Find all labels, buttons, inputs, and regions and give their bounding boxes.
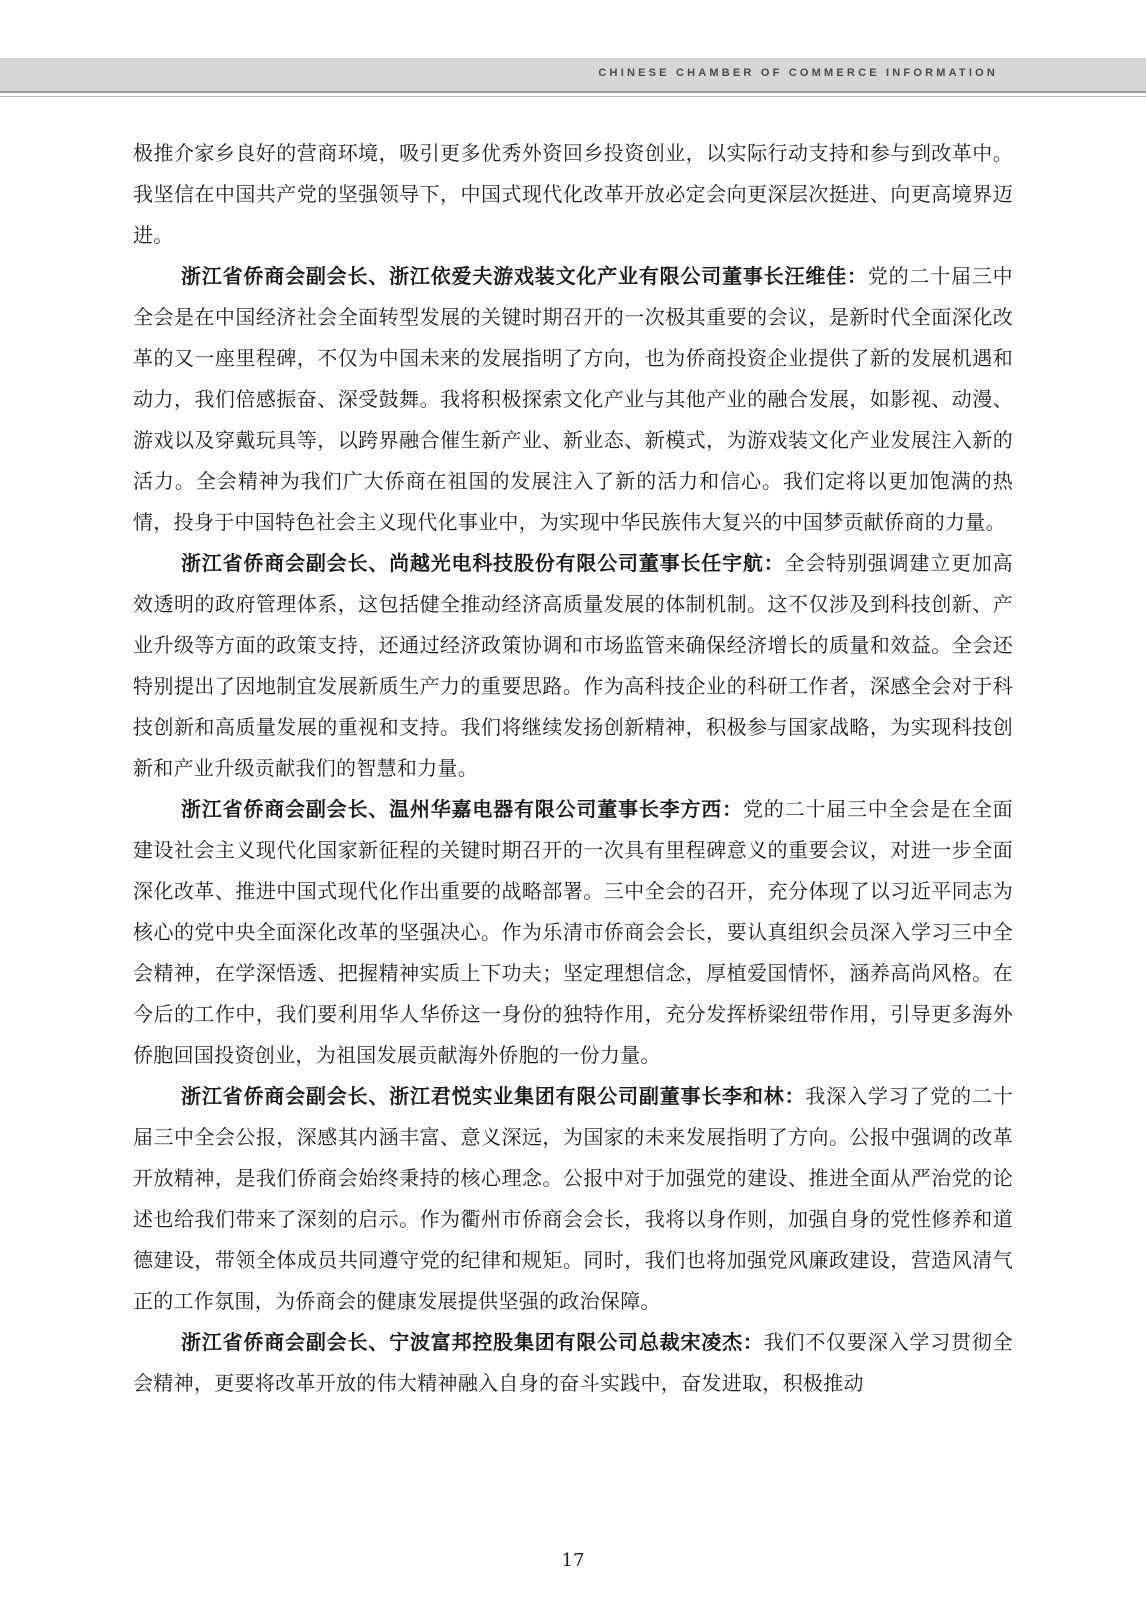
paragraph-text: 我们不仅要深入学习贯彻全会精神，更要将改革开放的伟大精神融入自身的奋斗实践中，奋发进取，积极推动: [133, 1330, 1013, 1395]
paragraph-statement: [133, 1076, 1013, 1322]
paragraph-statement: [133, 543, 1013, 789]
paragraph-text: 我深入学习了党的二十届三中全会公报，深感其内涵丰富、意义深远，为国家的未来发展指明了方向。公报中强调的改革开放精神，是我们侨商会始终秉持的核心理念。公报中对于加强党的建设、推进全面从严治党的论述也给我们带来了深刻的启示。作为衢州市侨商会会长，我将以身作则，加强自身的党性修养和道德建设，带领全体成员共同遵守党的纪律和规矩。同时，我们也将加强党风廉政建设，营造风清气正的工作氛围，为侨商会的健康发展提供坚强的政治保障。: [133, 1084, 1014, 1313]
paragraph-statement: [133, 1322, 1013, 1404]
publication-title: CHINESE CHAMBER OF COMMERCE INFORMATION: [598, 67, 998, 79]
paragraph-text: 全会特别强调建立更加高效透明的政府管理体系，这包括健全推动经济高质量发展的体制机制。这不仅涉及到科技创新、产业升级等方面的政策支持，还通过经济政策协调和市场监管来确保经济增长的质量和效益。全会还特别提出了因地制宜发展新质生产力的重要思路。作为高科技企业的科研工作者，深感全会对于科技创新和高质量发展的重视和支持。我们将继续发扬创新精神，积极参与国家战略，为实现科技创新和产业升级贡献我们的智慧和力量。: [133, 551, 1013, 780]
page-number: 17: [561, 1550, 585, 1571]
speaker-name: 浙江省侨商会副会长、浙江依爱夫游戏装文化产业有限公司董事长汪维佳：: [181, 264, 868, 288]
speaker-name: 浙江省侨商会副会长、温州华嘉电器有限公司董事长李方西：: [181, 797, 743, 821]
paragraph-continuation: [133, 133, 1013, 256]
header-divider-thin: [0, 96, 1146, 97]
paragraph-text: 极推介家乡良好的营商环境，吸引更多优秀外资回乡投资创业，以实际行动支持和参与到改革中。我坚信在中国共产党的坚强领导下，中国式现代化改革开放必定会向更深层次挺进、向更高境界迈进。: [133, 141, 1013, 247]
speaker-name: 浙江省侨商会副会长、浙江君悦实业集团有限公司副董事长李和林：: [181, 1084, 806, 1108]
header-divider: [0, 91, 1146, 93]
paragraph-statement: [133, 256, 1013, 543]
article-body: [133, 133, 1013, 1404]
paragraph-statement: [133, 789, 1013, 1076]
speaker-name: 浙江省侨商会副会长、宁波富邦控股集团有限公司总裁宋凌杰：: [181, 1330, 764, 1354]
speaker-name: 浙江省侨商会副会长、尚越光电科技股份有限公司董事长任宇航：: [181, 551, 785, 575]
paragraph-text: 党的二十届三中全会是在全面建设社会主义现代化国家新征程的关键时期召开的一次具有里程碑意义的重要会议，对进一步全面深化改革、推进中国式现代化作出重要的战略部署。三中全会的召开，充分体现了以习近平同志为核心的党中央全面深化改革的坚强决心。作为乐清市侨商会会长，要认真组织会员深入学习三中全会精神，在学深悟透、把握精神实质上下功夫；坚定理想信念，厚植爱国情怀，涵养高尚风格。在今后的工作中，我们要利用华人华侨这一身份的独特作用，充分发挥桥梁纽带作用，引导更多海外侨胞回国投资创业，为祖国发展贡献海外侨胞的一份力量。: [133, 797, 1013, 1067]
paragraph-text: 党的二十届三中全会是在中国经济社会全面转型发展的关键时期召开的一次极其重要的会议，是新时代全面深化改革的又一座里程碑，不仅为中国未来的发展指明了方向，也为侨商投资企业提供了新的发展机遇和动力，我们倍感振奋、深受鼓舞。我将积极探索文化产业与其他产业的融合发展，如影视、动漫、游戏以及穿戴玩具等，以跨界融合催生新产业、新业态、新模式，为游戏装文化产业发展注入新的活力。全会精神为我们广大侨商在祖国的发展注入了新的活力和信心。我们定将以更加饱满的热情，投身于中国特色社会主义现代化事业中，为实现中华民族伟大复兴的中国梦贡献侨商的力量。: [133, 264, 1013, 534]
